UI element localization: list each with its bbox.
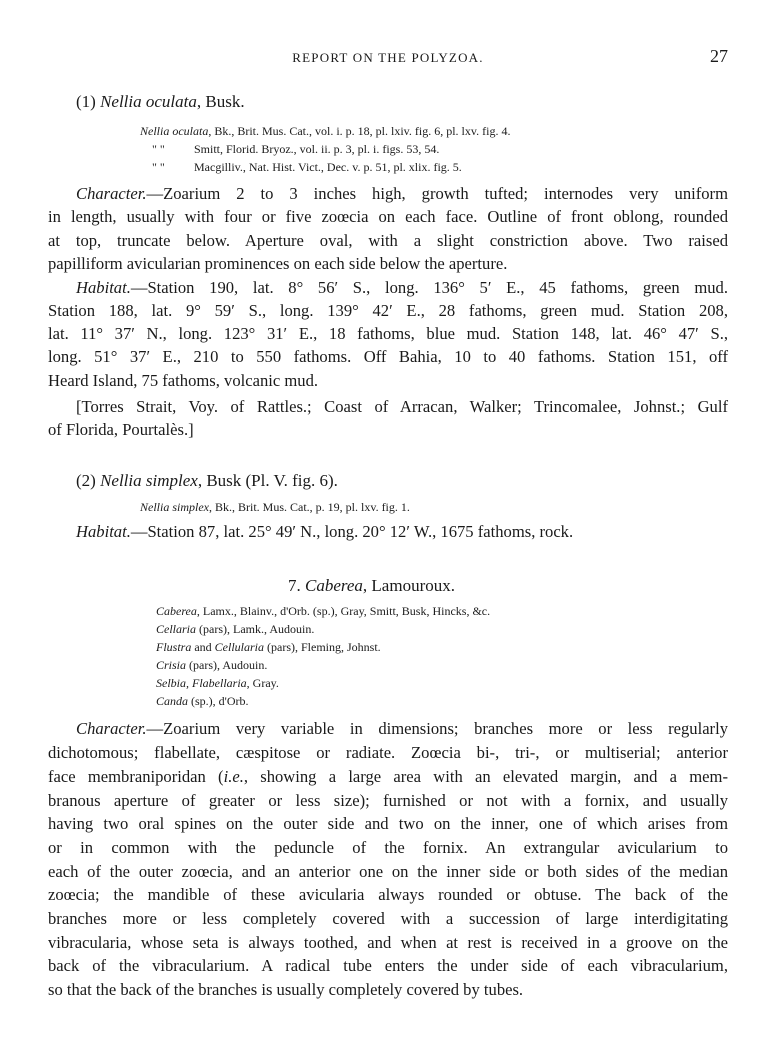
genus-heading xyxy=(288,574,776,597)
synonym-reference: (pars), Lamk., Audouin. xyxy=(196,622,315,636)
genus-character-line xyxy=(48,765,728,788)
genus-character-line: branches more or less completely covered with a succession of large interdigitating xyxy=(48,909,728,928)
species1-heading xyxy=(76,90,756,113)
text-span: face membraniporidan ( xyxy=(48,767,224,786)
habitat-label: Habitat. xyxy=(76,278,131,297)
species1-habitat-line: long. 51° 37′ E., 210 to 550 fathoms. Off Bahia, 10 to 40 fathoms. Station 151, off xyxy=(48,347,728,366)
species1-habitat-line: Station 188, lat. 9° 59′ S., long. 139° 42′ E., 28 fathoms, green mud. Station 208, xyxy=(48,301,728,320)
synonym-name: Nellia oculata xyxy=(140,124,209,138)
species1-synonym xyxy=(152,158,462,176)
synonym-connector: and xyxy=(191,640,215,654)
synonym-reference: , Bk., Brit. Mus. Cat., p. 19, pl. lxv. fig. 1. xyxy=(209,500,410,514)
genus-character-line: or in common with the peduncle of the fornix. An extrangular avicularium to xyxy=(48,838,728,857)
genus-character-line: so that the back of the branches is usually completely covered by tubes. xyxy=(48,980,524,999)
genus-character-line: back of the vibracularium. A radical tube enters the under side of each vibracularium, xyxy=(48,956,728,975)
species1-synonym xyxy=(152,140,439,158)
synonym-reference: Smitt, Florid. Bryoz., vol. ii. p. 3, pl. i. figs. 53, 54. xyxy=(194,142,440,156)
synonym-reference: Macgilliv., Nat. Hist. Vict., Dec. v. p. 51, pl. xlix. fig. 5. xyxy=(194,160,462,174)
synonym-reference: , Gray. xyxy=(246,676,279,690)
synonym-name: Canda xyxy=(156,694,189,708)
synonym-reference: (sp.), d'Orb. xyxy=(188,694,249,708)
running-title: REPORT ON THE POLYZOA. xyxy=(292,50,484,65)
species1-character-line xyxy=(76,182,728,205)
species1-habitat-line xyxy=(76,276,728,299)
species1-author: , Busk. xyxy=(196,92,245,111)
species1-character-line: at top, truncate below. Aperture oval, with a slight constriction above. Two raised xyxy=(48,231,728,250)
ditto-marks: " " xyxy=(152,142,165,156)
genus-character-line: zoœcia; the mandible of these avicularia always rounded or obtuse. The back of the xyxy=(48,885,728,904)
species1-name: Nellia oculata xyxy=(100,92,197,111)
genus-synonym xyxy=(156,620,314,638)
genus-synonym xyxy=(156,674,279,692)
species2-name: Nellia simplex xyxy=(100,471,198,490)
text-span: —Zoarium 2 to 3 inches high, growth tufted; internodes very uniform xyxy=(146,184,728,203)
genus-number: 7. xyxy=(288,576,301,595)
species2-author: , Busk (Pl. V. fig. 6). xyxy=(197,471,338,490)
synonym-name: Nellia simplex xyxy=(140,500,209,514)
species1-distribution-line: of Florida, Pourtalès.] xyxy=(48,420,194,439)
genus-character-line: vibracularia, whose seta is always toothed, and when at rest is received in a groove on the xyxy=(48,933,728,952)
synonym-reference: , Lamx., Blainv., d'Orb. (sp.), Gray, Smitt, Busk, Hincks, &c. xyxy=(196,604,491,618)
species1-synonym xyxy=(140,122,510,140)
synonym-name: Crisia xyxy=(156,658,187,672)
species1-habitat-line: lat. 11° 37′ N., long. 123° 31′ E., 18 fathoms, blue mud. Station 148, lat. 46° 47′ S., xyxy=(48,324,728,343)
genus-synonym xyxy=(156,638,381,656)
genus-synonym xyxy=(156,602,490,620)
genus-character-line xyxy=(76,717,728,740)
character-label: Character. xyxy=(76,184,147,203)
synonym-name: Cellularia xyxy=(214,640,265,654)
species1-number: (1) xyxy=(76,92,96,111)
text-span: , showing a large area with an elevated margin, and a mem- xyxy=(243,767,728,786)
synonym-reference: , Bk., Brit. Mus. Cat., vol. i. p. 18, pl. lxiv. fig. 6, pl. lxv. fig. 4. xyxy=(208,124,511,138)
genus-character-line: branous aperture of greater or less size); furnished or not with a fornix, and usually xyxy=(48,791,728,810)
synonym-reference: (pars), Fleming, Johnst. xyxy=(264,640,381,654)
habitat-label: Habitat. xyxy=(76,522,131,541)
species1-character-line: papilliform avicularian prominences on each side below the aperture. xyxy=(48,254,508,273)
text-span: —Station 190, lat. 8° 56′ S., long. 136° 5′ E., 45 fathoms, green mud. xyxy=(130,278,728,297)
text-italic: i.e. xyxy=(223,767,244,786)
genus-name: Caberea xyxy=(305,576,363,595)
synonym-name: Cellaria xyxy=(156,622,197,636)
species2-heading xyxy=(76,469,756,492)
text-span: —Station 87, lat. 25° 49′ N., long. 20° 12′ W., 1675 fathoms, rock. xyxy=(130,522,574,541)
species1-habitat-line: Heard Island, 75 fathoms, volcanic mud. xyxy=(48,371,319,390)
genus-synonym xyxy=(156,692,249,710)
synonym-name: Caberea xyxy=(156,604,197,618)
species1-distribution-line: [Torres Strait, Voy. of Rattles.; Coast of Arracan, Walker; Trincomalee, Johnst.; Gulf xyxy=(76,397,728,416)
synonym-name: Flustra xyxy=(156,640,192,654)
species1-character-line: in length, usually with four or five zoœcia on each face. Outline of front oblong, rounded xyxy=(48,207,728,226)
genus-author: , Lamouroux. xyxy=(362,576,455,595)
synonym-name: Selbia, Flabellaria xyxy=(156,676,247,690)
page-header xyxy=(0,46,776,70)
species2-synonym xyxy=(140,498,410,516)
genus-character-line: dichotomous; flabellate, cæspitose or radiate. Zoœcia bi-, tri-, or multiserial; anterior xyxy=(48,743,728,762)
genus-character-line: each of the outer zoœcia, and an anterior one on the inner side or both sides of the median xyxy=(48,862,728,881)
synonym-reference: (pars), Audouin. xyxy=(186,658,268,672)
page-number: 27 xyxy=(710,46,728,66)
ditto-marks: " " xyxy=(152,160,165,174)
character-label: Character. xyxy=(76,719,147,738)
text-span: —Zoarium very variable in dimensions; branches more or less regularly xyxy=(146,719,728,738)
genus-character-line: having two oral spines on the outer side and two on the inner, one of which arises from xyxy=(48,814,728,833)
species2-number: (2) xyxy=(76,471,96,490)
genus-synonym xyxy=(156,656,267,674)
species2-habitat xyxy=(76,520,756,543)
